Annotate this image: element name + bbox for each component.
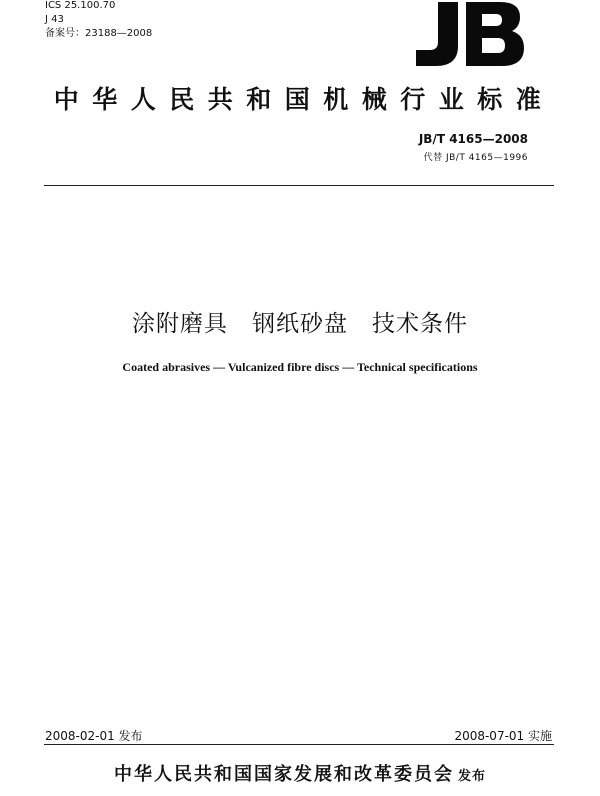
replaces-standard: 代替 JB/T 4165—1996 (423, 153, 528, 163)
issuer-line (0, 760, 600, 786)
standard-number: JB/T 4165—2008 (418, 132, 528, 146)
issuer-suffix: 发布 (457, 769, 486, 784)
title-english: Coated abrasives — Vulcanized fibre discs — Technical specifications (122, 360, 478, 374)
issuer-name: 中华人民共和国国家发展和改革委员会 (113, 764, 454, 785)
title-chinese: 涂附磨具 钢纸砂盘 技术条件 (132, 311, 468, 337)
jb-logo-icon (408, 0, 526, 70)
record-number: 备案号：23188—2008 (45, 28, 153, 39)
classification-code: J 43 (45, 14, 64, 25)
bottom-divider (44, 744, 554, 745)
jb-logo (408, 0, 526, 70)
ics-code: ICS 25.100.70 (45, 0, 116, 11)
top-divider (44, 185, 554, 186)
industry-standard-title: 中华人民共和国机械行业标准 (53, 85, 555, 114)
implementation-date: 2008-07-01 实施 (454, 729, 552, 743)
issue-date: 2008-02-01 发布 (45, 729, 143, 743)
